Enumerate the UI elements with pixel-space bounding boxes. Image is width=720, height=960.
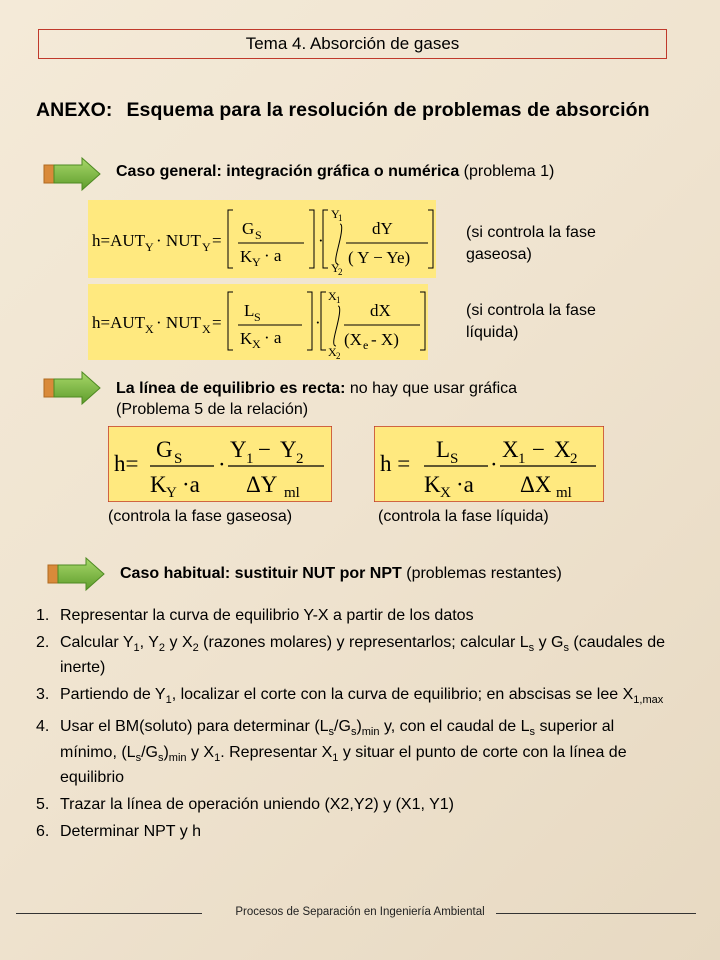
svg-text:X: X [202,322,211,336]
svg-text:h =: h = [380,451,411,476]
step-text: Usar el BM(soluto) para determinar $(L_s/G_s)_{min}$ y, con el caudal de $L_s$ superior al mínimo, $(L_s/G_s)_{min}$ y $X_1$. Representar $X_1$ y situar el punto de corte con la línea de equilibrio [60,718,627,786]
svg-text:X: X [328,345,337,359]
step-number: 6. [36,822,50,840]
svg-text:·a: ·a [182,472,200,497]
step-number: 1. [36,607,50,624]
svg-text:X: X [440,485,451,501]
svg-text:· NUT: · NUT [156,231,201,250]
section-recta-bold: La línea de equilibrio es recta: [116,380,346,397]
svg-text:Y: Y [230,437,247,462]
svg-text:h=AUT: h=AUT [92,313,146,332]
header-title: Tema 4. Absorción de gases [245,34,460,53]
note-liquid-line1: (si controla la fase [466,302,596,319]
steps-list [36,606,666,849]
svg-text:1: 1 [336,295,341,305]
svg-text:Y: Y [331,207,340,221]
svg-text:2: 2 [336,351,341,360]
svg-text:1: 1 [338,213,343,223]
section-general-rest: (problema 1) [463,163,555,180]
svg-text:h=: h= [114,451,139,476]
list-item [36,717,666,787]
svg-text:ml: ml [284,485,300,501]
arrow-right-icon [46,556,106,592]
header-title-box [38,29,667,59]
svg-text:Y: Y [166,485,177,501]
section-habitual [120,563,562,584]
svg-text:Y: Y [280,437,297,462]
svg-text:=: = [212,231,222,250]
footer-text: Procesos de Separación en Ingeniería Ambiental [235,906,485,918]
list-item [36,795,666,815]
section-recta [116,378,517,420]
page-title-text: Esquema para la resolución de problemas de absorción [126,99,650,121]
list-item [36,633,666,678]
svg-text:1: 1 [246,451,254,467]
svg-text:· a: · a [264,246,282,265]
svg-text:·: · [318,231,324,250]
svg-text:1: 1 [518,451,526,467]
svg-text:- X): - X) [371,330,399,349]
svg-text:·: · [490,452,498,477]
arrow-right-icon [42,156,102,192]
caption-liquid: (controla la fase líquida) [378,508,549,525]
svg-text:· NUT: · NUT [156,313,201,332]
note-gas-line2: gaseosa) [466,246,532,263]
svg-text:S: S [255,228,262,242]
page-title [36,99,696,122]
formula-nut-gas [88,200,436,278]
section-recta-rest: no hay que usar gráfica [349,380,518,397]
note-liquid-line2: líquida) [466,324,519,341]
formula-linear-gas [108,426,332,502]
svg-text:X: X [554,437,571,462]
svg-text:Y: Y [252,255,261,269]
svg-text:X: X [145,322,154,336]
svg-text:K: K [424,472,441,497]
svg-text:S: S [450,451,459,467]
step-text: Determinar NPT y h [60,822,202,840]
section-habitual-rest: (problemas restantes) [406,565,562,582]
footer-divider-right [496,913,696,914]
svg-text:G: G [242,219,255,238]
step-number: 3. [36,686,50,704]
note-gas [466,222,596,266]
formula-nut-liquid [88,284,428,360]
svg-text:S: S [254,310,261,324]
step-text: Trazar la línea de operación uniendo (X2,Y2) y (X1, Y1) [60,795,454,813]
svg-text:L: L [244,301,255,320]
svg-text:−: − [532,437,545,462]
svg-text:K: K [150,472,167,497]
svg-text:·a: ·a [456,472,474,497]
svg-text:2: 2 [296,451,304,467]
svg-text:h=AUT: h=AUT [92,231,146,250]
svg-text:S: S [174,451,183,467]
section-general-bold: Caso general: integración gráfica o numérica [116,163,460,180]
svg-text:−: − [258,437,271,462]
svg-text:·: · [315,313,321,332]
svg-text:ΔX: ΔX [520,472,552,497]
section-recta-line2: (Problema 5 de la relación) [116,401,309,418]
svg-text:K: K [240,329,253,348]
step-number: 2. [36,634,50,651]
arrow-right-icon [42,370,102,406]
step-text: Representar la curva de equilibrio Y-X a partir de los datos [60,607,474,624]
note-liquid [466,300,596,344]
svg-text:dX: dX [370,301,391,320]
caption-gas: (controla la fase gaseosa) [108,508,293,525]
step-number: 5. [36,795,50,813]
svg-text:L: L [436,437,451,462]
svg-text:=: = [212,313,222,332]
step-text: Calcular $Y_1$, $Y_2$ y $X_2$ (razones molares) y representarlos; calcular $L_s$ y $G_s$ (caudales de inerte) [60,634,666,677]
svg-text:dY: dY [372,219,393,238]
section-habitual-bold: Caso habitual: sustituir NUT por NPT [120,565,402,582]
step-text: Partiendo de $Y_1$, localizar el corte con la curva de equilibrio; en abscisas se lee $X_{1,max}$ [60,686,664,707]
svg-text:e: e [363,338,369,352]
svg-text:( Y − Ye): ( Y − Ye) [348,248,411,267]
formula-linear-liquid [374,426,604,502]
svg-text:X: X [252,337,261,351]
svg-text:Y: Y [145,240,154,254]
note-gas-line1: (si controla la fase [466,224,596,241]
svg-text:· a: · a [264,328,282,347]
list-item [36,685,666,710]
step-number: 4. [36,718,50,736]
svg-text:ml: ml [556,485,572,501]
svg-text:(X: (X [344,330,362,349]
svg-text:G: G [156,437,173,462]
list-item [36,822,666,842]
list-item [36,606,666,626]
page-title-label: ANEXO: [36,99,113,121]
svg-text:2: 2 [570,451,578,467]
footer-divider-left [16,913,202,914]
svg-text:Y: Y [331,261,340,275]
svg-text:ΔY: ΔY [246,472,278,497]
svg-text:K: K [240,247,253,266]
svg-text:·: · [218,452,226,477]
svg-text:2: 2 [338,267,343,277]
svg-text:Y: Y [202,240,211,254]
section-general [116,161,554,182]
svg-text:X: X [328,289,337,303]
svg-text:X: X [502,437,519,462]
